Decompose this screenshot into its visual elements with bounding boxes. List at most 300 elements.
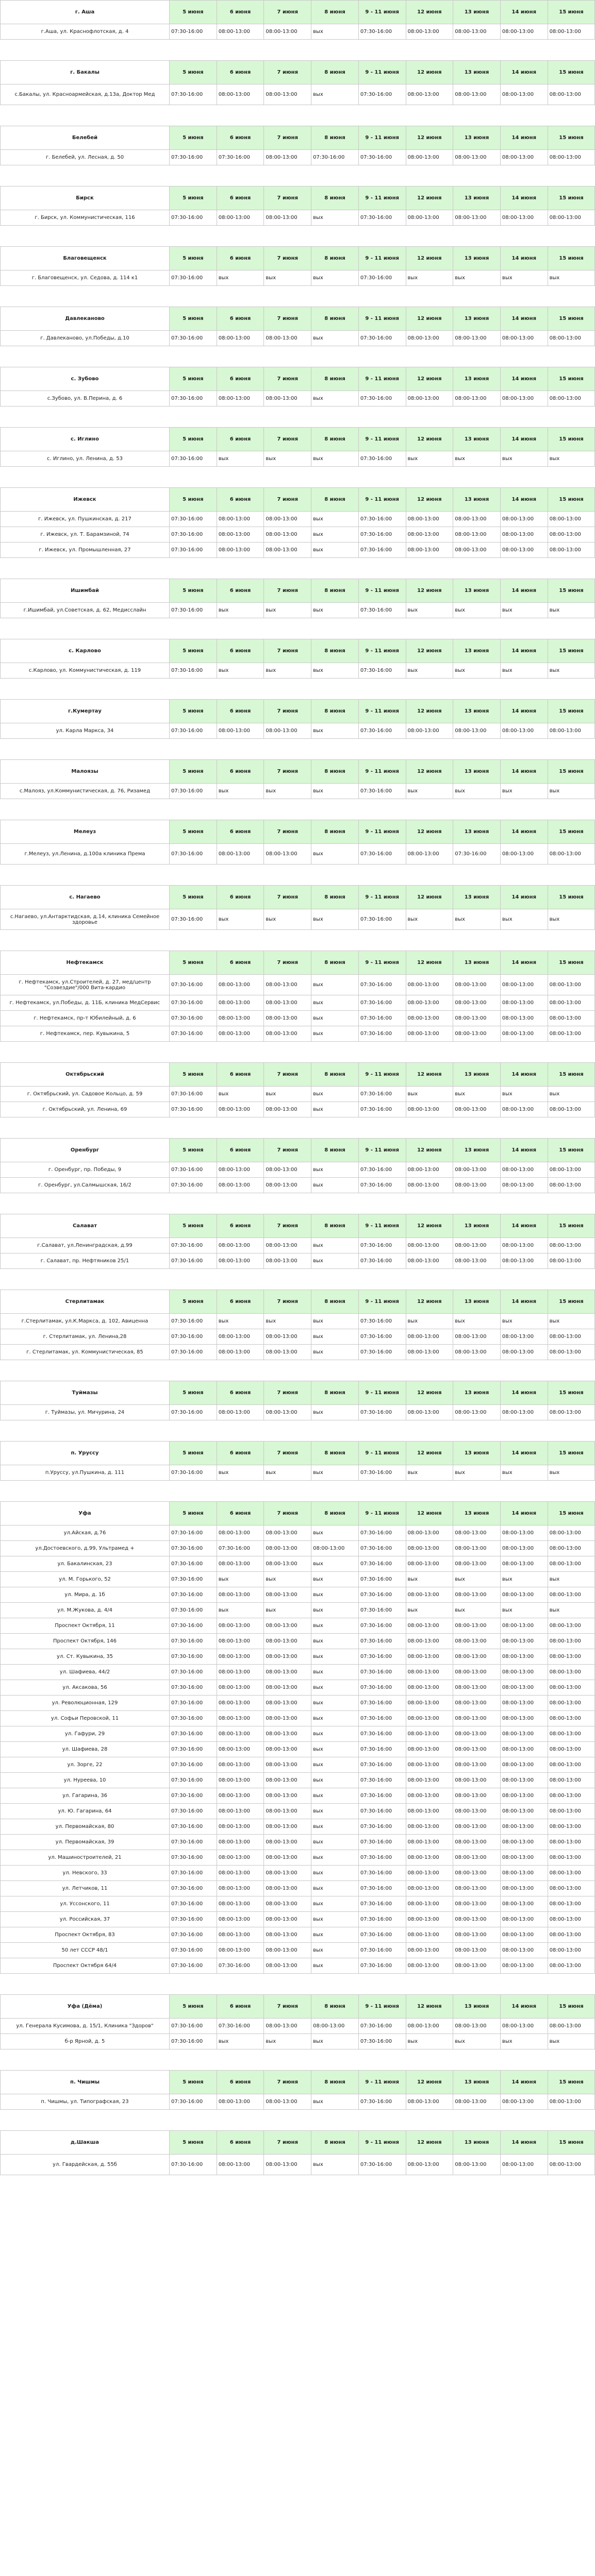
day-header: 14 июня (500, 1290, 548, 1314)
day-header: 13 июня (453, 700, 501, 723)
hours-cell: 08:00-13:00 (264, 1881, 311, 1896)
hours-cell: 08:00-13:00 (453, 1556, 501, 1572)
hours-cell: 07:30-16:00 (358, 1526, 406, 1541)
hours-cell: 07:30-16:00 (358, 1912, 406, 1927)
day-header: 14 июня (500, 639, 548, 663)
header-row (1, 1290, 595, 1314)
city-name: Малоязы (1, 760, 170, 784)
hours-cell: 08:00-13:00 (500, 1835, 548, 1850)
day-header: 13 июня (453, 1, 501, 24)
hours-cell: 07:30-16:00 (170, 527, 217, 543)
section-gap (0, 1481, 595, 1501)
hours-cell: 08:00-13:00 (548, 1912, 595, 1927)
hours-cell: 08:00-13:00 (217, 1618, 264, 1634)
hours-cell: вых (311, 1696, 359, 1711)
hours-cell: 07:30-16:00 (170, 1958, 217, 1974)
hours-cell: 08:00-13:00 (264, 331, 311, 346)
day-header: 6 июня (217, 187, 264, 210)
day-header: 5 июня (170, 1502, 217, 1526)
hours-cell: 07:30-16:00 (358, 2034, 406, 2049)
hours-cell: 08:00-13:00 (406, 1804, 453, 1819)
hours-cell: вых (311, 2155, 359, 2175)
address-cell: ул.Достоевского, д.99, Ультрамед + (1, 1541, 170, 1556)
table-row (1, 1958, 595, 1974)
table-row (1, 1866, 595, 1881)
day-header: 14 июня (500, 820, 548, 844)
hours-cell: 07:30-16:00 (170, 331, 217, 346)
day-header: 9 - 11 июня (358, 1214, 406, 1238)
city-block (0, 367, 595, 427)
section-gap (0, 2049, 595, 2070)
table-row (1, 995, 595, 1011)
hours-cell: вых (406, 2034, 453, 2049)
hours-cell: вых (264, 270, 311, 286)
hours-cell: 08:00-13:00 (406, 2155, 453, 2175)
hours-cell: 08:00-13:00 (453, 1634, 501, 1649)
day-header: 13 июня (453, 367, 501, 391)
table-row (1, 270, 595, 286)
day-header: 15 июня (548, 700, 595, 723)
table-row (1, 909, 595, 930)
day-header: 14 июня (500, 1502, 548, 1526)
day-header: 7 июня (264, 1995, 311, 2019)
day-header: 5 июня (170, 61, 217, 84)
hours-cell: 08:00-13:00 (548, 1665, 595, 1680)
day-header: 7 июня (264, 126, 311, 150)
city-name: Ишимбай (1, 579, 170, 603)
day-header: 8 июня (311, 1063, 359, 1087)
hours-cell: 08:00-13:00 (264, 1665, 311, 1680)
day-header: 6 июня (217, 307, 264, 331)
hours-cell: 08:00-13:00 (500, 844, 548, 865)
hours-cell: 08:00-13:00 (548, 391, 595, 406)
hours-cell: 08:00-13:00 (406, 1819, 453, 1835)
address-cell: г.Ишимбай, ул.Советская, д. 62, Медисслайн (1, 603, 170, 618)
table-row (1, 975, 595, 995)
address-cell: с. Иглино, ул. Ленина, д. 53 (1, 451, 170, 467)
hours-cell: 08:00-13:00 (548, 1329, 595, 1345)
header-row (1, 367, 595, 391)
table-row (1, 784, 595, 799)
hours-cell: 08:00-13:00 (406, 1649, 453, 1665)
city-block (0, 1062, 595, 1138)
hours-cell: 08:00-13:00 (264, 1329, 311, 1345)
hours-cell: вых (500, 1465, 548, 1481)
hours-cell: вых (311, 1178, 359, 1193)
hours-cell: 08:00-13:00 (264, 1773, 311, 1788)
day-header: 6 июня (217, 700, 264, 723)
day-header: 8 июня (311, 886, 359, 909)
hours-cell: 08:00-13:00 (500, 723, 548, 739)
hours-cell: вых (406, 270, 453, 286)
hours-cell: 08:00-13:00 (548, 512, 595, 527)
day-header: 9 - 11 июня (358, 760, 406, 784)
hours-cell: 07:30-16:00 (358, 1345, 406, 1360)
day-header: 14 июня (500, 951, 548, 975)
hours-cell: 08:00-13:00 (548, 1726, 595, 1742)
day-header: 12 июня (406, 1139, 453, 1162)
section-gap (0, 618, 595, 639)
hours-cell: 07:30-16:00 (170, 2019, 217, 2034)
hours-cell: 08:00-13:00 (406, 84, 453, 105)
day-header: 12 июня (406, 1063, 453, 1087)
hours-cell: 08:00-13:00 (500, 512, 548, 527)
section-gap (0, 286, 595, 307)
hours-cell: 08:00-13:00 (264, 1835, 311, 1850)
address-cell: г. Салават, пр. Нефтяников 25/1 (1, 1253, 170, 1269)
hours-cell: 08:00-13:00 (406, 1405, 453, 1420)
hours-cell: 08:00-13:00 (548, 1634, 595, 1649)
hours-cell: 08:00-13:00 (453, 1541, 501, 1556)
table-row (1, 1541, 595, 1556)
hours-cell: вых (311, 1788, 359, 1804)
day-header: 15 июня (548, 2131, 595, 2155)
hours-cell: 08:00-13:00 (548, 975, 595, 995)
hours-cell: вых (217, 603, 264, 618)
day-header: 9 - 11 июня (358, 951, 406, 975)
hours-cell: вых (311, 1329, 359, 1345)
hours-cell: 08:00-13:00 (548, 1011, 595, 1026)
header-row (1, 1381, 595, 1405)
city-block (0, 487, 595, 579)
hours-cell: вых (500, 1572, 548, 1587)
hours-cell: вых (406, 784, 453, 799)
day-header: 6 июня (217, 951, 264, 975)
hours-cell: 08:00-13:00 (453, 1026, 501, 1042)
hours-cell: 08:00-13:00 (453, 391, 501, 406)
city-name: Оренбург (1, 1139, 170, 1162)
day-header: 13 июня (453, 307, 501, 331)
header-row (1, 247, 595, 270)
address-cell: ул. Машиностроителей, 21 (1, 1850, 170, 1866)
day-header: 6 июня (217, 1214, 264, 1238)
hours-cell: 08:00-13:00 (406, 1541, 453, 1556)
hours-cell: 07:30-16:00 (170, 1238, 217, 1253)
day-header: 7 июня (264, 639, 311, 663)
hours-cell: 08:00-13:00 (500, 1526, 548, 1541)
hours-cell: 08:00-13:00 (453, 2155, 501, 2175)
day-header: 7 июня (264, 579, 311, 603)
day-header: 8 июня (311, 1381, 359, 1405)
hours-cell: 08:00-13:00 (406, 512, 453, 527)
hours-cell: 08:00-13:00 (548, 1556, 595, 1572)
day-header: 9 - 11 июня (358, 1, 406, 24)
city-block (0, 1214, 595, 1290)
section-gap (0, 2110, 595, 2130)
hours-cell: 08:00-13:00 (217, 1912, 264, 1927)
hours-cell: 08:00-13:00 (406, 1102, 453, 1117)
day-header: 9 - 11 июня (358, 2131, 406, 2155)
hours-cell: 07:30-16:00 (170, 1711, 217, 1726)
hours-cell: 07:30-16:00 (217, 1541, 264, 1556)
hours-cell: 07:30-16:00 (358, 723, 406, 739)
hours-cell: 08:00-13:00 (548, 1711, 595, 1726)
hours-cell: 08:00-13:00 (453, 1788, 501, 1804)
hours-cell: 08:00-13:00 (548, 210, 595, 226)
hours-cell: 07:30-16:00 (358, 1556, 406, 1572)
header-row (1, 639, 595, 663)
header-row (1, 579, 595, 603)
section-gap (0, 165, 595, 186)
day-header: 6 июня (217, 1063, 264, 1087)
day-header: 13 июня (453, 126, 501, 150)
header-row (1, 1502, 595, 1526)
hours-cell: 07:30-16:00 (358, 1178, 406, 1193)
hours-cell: вых (500, 603, 548, 618)
hours-cell: вых (311, 1850, 359, 1866)
address-cell: г. Нефтекамск, пр-т Юбилейный, д. 6 (1, 1011, 170, 1026)
section-gap (0, 865, 595, 885)
hours-cell: вых (311, 2094, 359, 2110)
hours-cell: 07:30-16:00 (170, 1541, 217, 1556)
day-header: 5 июня (170, 1442, 217, 1465)
hours-cell: 07:30-16:00 (170, 1850, 217, 1866)
hours-cell: 08:00-13:00 (500, 1696, 548, 1711)
hours-cell: вых (217, 1465, 264, 1481)
day-header: 6 июня (217, 886, 264, 909)
hours-cell: 07:30-16:00 (170, 1788, 217, 1804)
day-header: 8 июня (311, 1139, 359, 1162)
table-row (1, 1162, 595, 1178)
hours-cell: 07:30-16:00 (170, 1572, 217, 1587)
hours-cell: 08:00-13:00 (264, 1788, 311, 1804)
hours-cell: 08:00-13:00 (548, 331, 595, 346)
hours-cell: 07:30-16:00 (170, 1866, 217, 1881)
hours-cell: 07:30-16:00 (358, 1711, 406, 1726)
hours-cell: 07:30-16:00 (358, 1835, 406, 1850)
hours-cell: 07:30-16:00 (358, 391, 406, 406)
address-cell: г. Нефтекамск, ул.Строителей, д. 27, мед/центр "Созвездие"/000 Вита-кардио (1, 975, 170, 995)
hours-cell: вых (264, 1465, 311, 1481)
day-header: 6 июня (217, 428, 264, 451)
hours-cell: вых (500, 1087, 548, 1102)
hours-cell: вых (311, 1345, 359, 1360)
day-header: 12 июня (406, 187, 453, 210)
day-header: 7 июня (264, 1381, 311, 1405)
address-cell: б-р Ярной, д. 5 (1, 2034, 170, 2049)
hours-cell: 07:30-16:00 (358, 1587, 406, 1603)
hours-cell: вых (217, 270, 264, 286)
day-header: 12 июня (406, 951, 453, 975)
table-row (1, 1238, 595, 1253)
hours-cell: вых (311, 1634, 359, 1649)
hours-cell: вых (500, 1603, 548, 1618)
hours-cell: 07:30-16:00 (358, 1011, 406, 1026)
hours-cell: вых (217, 784, 264, 799)
day-header: 14 июня (500, 1139, 548, 1162)
hours-cell: 08:00-13:00 (217, 1881, 264, 1896)
address-cell: 50 лет СССР 48/1 (1, 1943, 170, 1958)
address-cell: ул. Уссонского, 11 (1, 1896, 170, 1912)
day-header: 14 июня (500, 61, 548, 84)
hours-cell: 08:00-13:00 (406, 1773, 453, 1788)
hours-cell: 08:00-13:00 (217, 1819, 264, 1835)
day-header: 14 июня (500, 428, 548, 451)
hours-cell: вых (311, 270, 359, 286)
day-header: 15 июня (548, 367, 595, 391)
day-header: 14 июня (500, 1381, 548, 1405)
hours-cell: вых (453, 451, 501, 467)
hours-cell: 07:30-16:00 (170, 723, 217, 739)
day-header: 14 июня (500, 1442, 548, 1465)
hours-cell: 08:00-13:00 (500, 1866, 548, 1881)
hours-cell: 08:00-13:00 (500, 1896, 548, 1912)
hours-cell: 08:00-13:00 (453, 1742, 501, 1757)
hours-cell: 07:30-16:00 (358, 663, 406, 679)
section-gap (0, 799, 595, 820)
day-header: 13 июня (453, 61, 501, 84)
table-row (1, 1680, 595, 1696)
hours-cell: 08:00-13:00 (453, 1696, 501, 1711)
day-header: 8 июня (311, 428, 359, 451)
section-gap (0, 1360, 595, 1381)
hours-cell: вых (311, 663, 359, 679)
day-header: 5 июня (170, 2131, 217, 2155)
hours-cell: 07:30-16:00 (217, 1958, 264, 1974)
address-cell: ул. Гвардейская, д. 55б (1, 2155, 170, 2175)
day-header: 9 - 11 июня (358, 1442, 406, 1465)
day-header: 5 июня (170, 1, 217, 24)
hours-cell: вых (500, 1314, 548, 1329)
day-header: 12 июня (406, 247, 453, 270)
hours-cell: 08:00-13:00 (264, 975, 311, 995)
hours-cell: вых (311, 1011, 359, 1026)
hours-cell: 08:00-13:00 (500, 1345, 548, 1360)
hours-cell: 08:00-13:00 (548, 1819, 595, 1835)
hours-cell: 08:00-13:00 (264, 2019, 311, 2034)
day-header: 7 июня (264, 307, 311, 331)
hours-cell: 08:00-13:00 (548, 1102, 595, 1117)
hours-cell: 08:00-13:00 (406, 527, 453, 543)
day-header: 13 июня (453, 2131, 501, 2155)
hours-cell: 08:00-13:00 (406, 2019, 453, 2034)
day-header: 14 июня (500, 760, 548, 784)
city-block (0, 186, 595, 246)
hours-cell: 08:00-13:00 (406, 1866, 453, 1881)
city-name: с. Иглино (1, 428, 170, 451)
hours-cell: 08:00-13:00 (500, 1943, 548, 1958)
hours-cell: 08:00-13:00 (406, 1742, 453, 1757)
day-header: 15 июня (548, 579, 595, 603)
hours-cell: 08:00-13:00 (217, 1757, 264, 1773)
section-gap (0, 930, 595, 951)
address-cell: г. Оренбург, пр. Победы, 9 (1, 1162, 170, 1178)
day-header: 13 июня (453, 488, 501, 512)
table-row (1, 1345, 595, 1360)
hours-cell: 07:30-16:00 (358, 1788, 406, 1804)
hours-cell: вых (406, 1087, 453, 1102)
table-row (1, 723, 595, 739)
hours-cell: 08:00-13:00 (500, 391, 548, 406)
hours-cell: 07:30-16:00 (358, 2019, 406, 2034)
day-header: 9 - 11 июня (358, 187, 406, 210)
table-row (1, 1896, 595, 1912)
hours-cell: 08:00-13:00 (406, 150, 453, 165)
day-header: 9 - 11 июня (358, 61, 406, 84)
hours-cell: вых (311, 1465, 359, 1481)
hours-cell: 08:00-13:00 (548, 1958, 595, 1974)
section-gap (0, 1420, 595, 1441)
schedule-table (0, 1138, 595, 1193)
hours-cell: 08:00-13:00 (264, 1102, 311, 1117)
day-header: 5 июня (170, 820, 217, 844)
hours-cell: вых (453, 784, 501, 799)
hours-cell: 08:00-13:00 (217, 1866, 264, 1881)
address-cell: ул. Софьи Перовской, 11 (1, 1711, 170, 1726)
hours-cell: 08:00-13:00 (500, 1711, 548, 1726)
day-header: 13 июня (453, 820, 501, 844)
hours-cell: 08:00-13:00 (217, 391, 264, 406)
hours-cell: 07:30-16:00 (170, 1556, 217, 1572)
day-header: 5 июня (170, 187, 217, 210)
hours-cell: 08:00-13:00 (500, 1757, 548, 1773)
schedule-table (0, 1290, 595, 1360)
day-header: 12 июня (406, 428, 453, 451)
hours-cell: 08:00-13:00 (264, 1238, 311, 1253)
city-name: п. Чишмы (1, 2071, 170, 2094)
city-block (0, 0, 595, 60)
hours-cell: вых (453, 1314, 501, 1329)
hours-cell: 08:00-13:00 (264, 844, 311, 865)
day-header: 12 июня (406, 1442, 453, 1465)
hours-cell: 08:00-13:00 (217, 1850, 264, 1866)
address-cell: г. Октябрьский, ул. Садовое Кольцо, д. 59 (1, 1087, 170, 1102)
hours-cell: вых (217, 1603, 264, 1618)
hours-cell: 08:00-13:00 (548, 1757, 595, 1773)
day-header: 13 июня (453, 760, 501, 784)
hours-cell: 07:30-16:00 (358, 1773, 406, 1788)
hours-cell: 08:00-13:00 (264, 1405, 311, 1420)
day-header: 8 июня (311, 639, 359, 663)
hours-cell: 07:30-16:00 (170, 1835, 217, 1850)
hours-cell: 08:00-13:00 (264, 527, 311, 543)
hours-cell: 08:00-13:00 (217, 1943, 264, 1958)
hours-cell: 08:00-13:00 (548, 2019, 595, 2034)
hours-cell: 08:00-13:00 (548, 995, 595, 1011)
hours-cell: 08:00-13:00 (264, 1649, 311, 1665)
hours-cell: вых (311, 1603, 359, 1618)
hours-cell: вых (500, 2034, 548, 2049)
hours-cell: вых (453, 270, 501, 286)
table-row (1, 1850, 595, 1866)
address-cell: г. Бирск, ул. Коммунистическая, 116 (1, 210, 170, 226)
day-header: 15 июня (548, 1442, 595, 1465)
address-cell: г. Оренбург, ул.Салмышская, 16/2 (1, 1178, 170, 1193)
hours-cell: 07:30-16:00 (358, 1757, 406, 1773)
day-header: 15 июня (548, 639, 595, 663)
hours-cell: 08:00-13:00 (406, 1788, 453, 1804)
day-header: 9 - 11 июня (358, 2071, 406, 2094)
table-row (1, 1665, 595, 1680)
hours-cell: 08:00-13:00 (548, 150, 595, 165)
table-row (1, 1819, 595, 1835)
day-header: 13 июня (453, 1214, 501, 1238)
hours-cell: 08:00-13:00 (453, 1866, 501, 1881)
hours-cell: 07:30-16:00 (358, 24, 406, 40)
hours-cell: вых (548, 1572, 595, 1587)
hours-cell: 08:00-13:00 (453, 1711, 501, 1726)
hours-cell: 08:00-13:00 (548, 1788, 595, 1804)
day-header: 8 июня (311, 579, 359, 603)
hours-cell: 07:30-16:00 (170, 1345, 217, 1360)
day-header: 12 июня (406, 1214, 453, 1238)
hours-cell: 08:00-13:00 (217, 543, 264, 558)
hours-cell: 07:30-16:00 (358, 1465, 406, 1481)
city-name: г. Аша (1, 1, 170, 24)
schedule-table (0, 126, 595, 165)
hours-cell: 08:00-13:00 (217, 723, 264, 739)
hours-cell: 08:00-13:00 (453, 2094, 501, 2110)
